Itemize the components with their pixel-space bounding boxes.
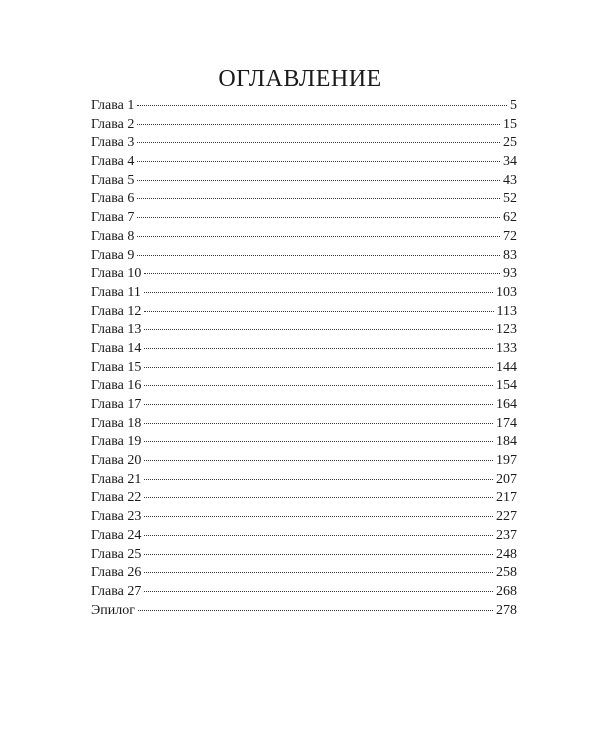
dot-leader <box>144 460 493 461</box>
toc-entry <box>91 321 517 340</box>
toc-entry-label: Глава 14 <box>91 340 142 356</box>
dot-leader <box>144 404 493 405</box>
toc-entry-page-number: 217 <box>496 490 517 506</box>
toc-entry-page-number: 258 <box>496 565 517 581</box>
toc-entry-label: Глава 25 <box>91 546 142 562</box>
toc-entry-label: Глава 7 <box>91 210 135 226</box>
toc-entry-page-number: 207 <box>496 471 517 487</box>
toc-entry-label: Глава 6 <box>91 191 135 207</box>
dot-leader <box>144 516 493 517</box>
toc-entry <box>91 564 517 583</box>
toc-entry-label: Глава 21 <box>91 471 142 487</box>
dot-leader <box>144 348 493 349</box>
toc-entry-page-number: 144 <box>496 359 517 375</box>
dot-leader <box>137 142 500 143</box>
toc-entry-page-number: 123 <box>496 322 517 338</box>
toc-entry <box>91 452 517 471</box>
toc-entry-label: Глава 18 <box>91 415 142 431</box>
toc-entry-page-number: 154 <box>496 378 517 394</box>
toc-entry-label: Глава 26 <box>91 565 142 581</box>
toc-entry <box>91 153 517 172</box>
toc-entry <box>91 190 517 209</box>
toc-entry-label: Глава 2 <box>91 116 135 132</box>
toc-entry-page-number: 164 <box>496 397 517 412</box>
toc-entry <box>91 527 517 546</box>
toc-entry-page-number: 133 <box>496 340 517 356</box>
toc-entry-page-number: 248 <box>496 546 517 562</box>
toc-entry-label: Глава 22 <box>91 490 142 506</box>
toc-entry-label: Глава 4 <box>91 154 135 170</box>
toc-entry-label: Глава 20 <box>91 453 142 469</box>
dot-leader <box>144 311 493 312</box>
dot-leader <box>137 198 500 199</box>
toc-entry-page-number: 197 <box>496 453 517 469</box>
toc-entry <box>91 209 517 228</box>
toc-entry-page-number: 174 <box>496 415 517 431</box>
toc-entry <box>91 134 517 153</box>
toc-list <box>91 97 517 620</box>
dot-leader <box>144 329 493 330</box>
toc-entry-page-number: 34 <box>503 154 517 170</box>
dot-leader <box>137 105 507 106</box>
toc-entry-label: Глава 12 <box>91 303 142 319</box>
toc-entry <box>91 359 517 378</box>
toc-entry-label: Глава 5 <box>91 172 135 188</box>
dot-leader <box>144 535 493 536</box>
toc-entry <box>91 172 517 191</box>
toc-entry-page-number: 113 <box>496 303 517 319</box>
toc-entry <box>91 340 517 359</box>
dot-leader <box>144 497 493 498</box>
toc-entry <box>91 247 517 266</box>
toc-entry-label: Глава 1 <box>91 98 135 113</box>
dot-leader <box>137 161 500 162</box>
dot-leader <box>137 217 500 218</box>
toc-entry-page-number: 5 <box>510 98 517 113</box>
dot-leader <box>144 572 493 573</box>
toc-entry-page-number: 83 <box>503 247 517 263</box>
toc-entry-label: Глава 17 <box>91 397 142 412</box>
toc-entry-label: Глава 19 <box>91 434 142 450</box>
toc-entry <box>91 602 517 621</box>
toc-entry <box>91 396 517 415</box>
dot-leader <box>144 591 493 592</box>
toc-entry-label: Глава 3 <box>91 135 135 151</box>
dot-leader <box>144 479 493 480</box>
toc-entry-label: Глава 15 <box>91 359 142 375</box>
toc-entry-page-number: 268 <box>496 583 517 599</box>
dot-leader <box>144 367 493 368</box>
dot-leader <box>144 554 493 555</box>
toc-entry-label: Глава 10 <box>91 266 142 282</box>
dot-leader <box>138 610 493 611</box>
toc-entry-label: Глава 16 <box>91 378 142 394</box>
toc-entry-label: Глава 8 <box>91 228 135 244</box>
dot-leader <box>144 292 493 293</box>
dot-leader <box>144 423 493 424</box>
toc-entry-label: Глава 9 <box>91 247 135 263</box>
toc-entry <box>91 265 517 284</box>
toc-entry-page-number: 227 <box>496 509 517 525</box>
toc-entry <box>91 415 517 434</box>
toc-entry-label: Глава 23 <box>91 509 142 525</box>
toc-entry-label: Глава 24 <box>91 527 142 543</box>
toc-entry <box>91 546 517 565</box>
dot-leader <box>144 385 493 386</box>
toc-entry <box>91 471 517 490</box>
toc-entry-page-number: 15 <box>503 116 517 132</box>
dot-leader <box>144 273 500 274</box>
toc-entry <box>91 284 517 303</box>
toc-entry-page-number: 62 <box>503 210 517 226</box>
toc-entry-label: Эпилог <box>91 602 135 618</box>
toc-entry-page-number: 93 <box>503 266 517 282</box>
toc-entry <box>91 97 517 116</box>
toc-entry-page-number: 237 <box>496 527 517 543</box>
dot-leader <box>137 124 500 125</box>
toc-entry-page-number: 278 <box>496 602 517 618</box>
toc-entry <box>91 303 517 322</box>
toc-entry-page-number: 72 <box>503 228 517 244</box>
dot-leader <box>144 441 493 442</box>
toc-entry-page-number: 25 <box>503 135 517 151</box>
toc-entry <box>91 508 517 527</box>
toc-entry <box>91 377 517 396</box>
page-title: ОГЛАВЛЕНИЕ <box>218 66 382 92</box>
dot-leader <box>137 236 500 237</box>
toc-entry <box>91 228 517 247</box>
toc-entry-page-number: 43 <box>503 172 517 188</box>
toc-entry <box>91 489 517 508</box>
dot-leader <box>137 180 500 181</box>
dot-leader <box>137 255 500 256</box>
toc-entry <box>91 433 517 452</box>
toc-entry <box>91 116 517 135</box>
toc-entry <box>91 583 517 602</box>
toc-entry-page-number: 103 <box>496 284 517 300</box>
toc-entry-label: Глава 27 <box>91 583 142 599</box>
toc-entry-page-number: 52 <box>503 191 517 207</box>
toc-entry-label: Глава 11 <box>91 284 141 300</box>
toc-entry-label: Глава 13 <box>91 322 142 338</box>
toc-entry-page-number: 184 <box>496 434 517 450</box>
